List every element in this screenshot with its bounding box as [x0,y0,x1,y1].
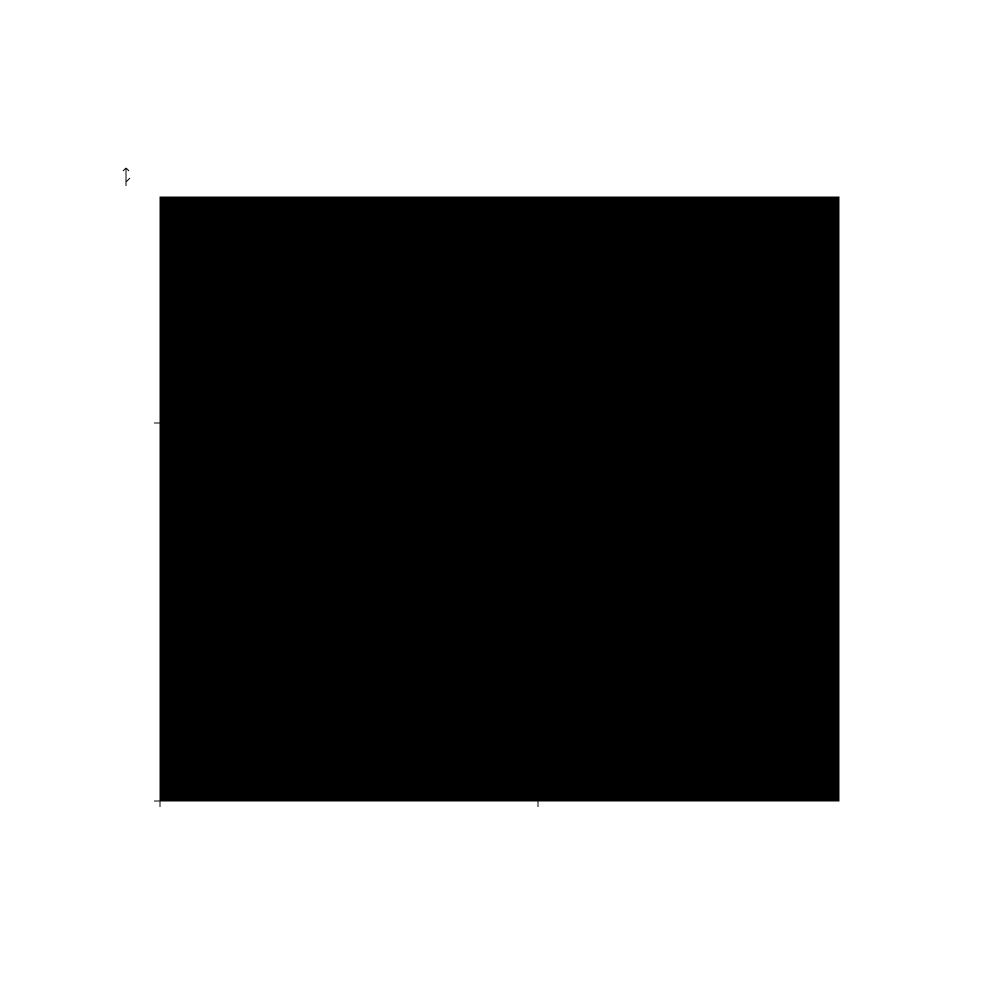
reference-vector [123,168,144,186]
wind-field-background [160,197,839,801]
